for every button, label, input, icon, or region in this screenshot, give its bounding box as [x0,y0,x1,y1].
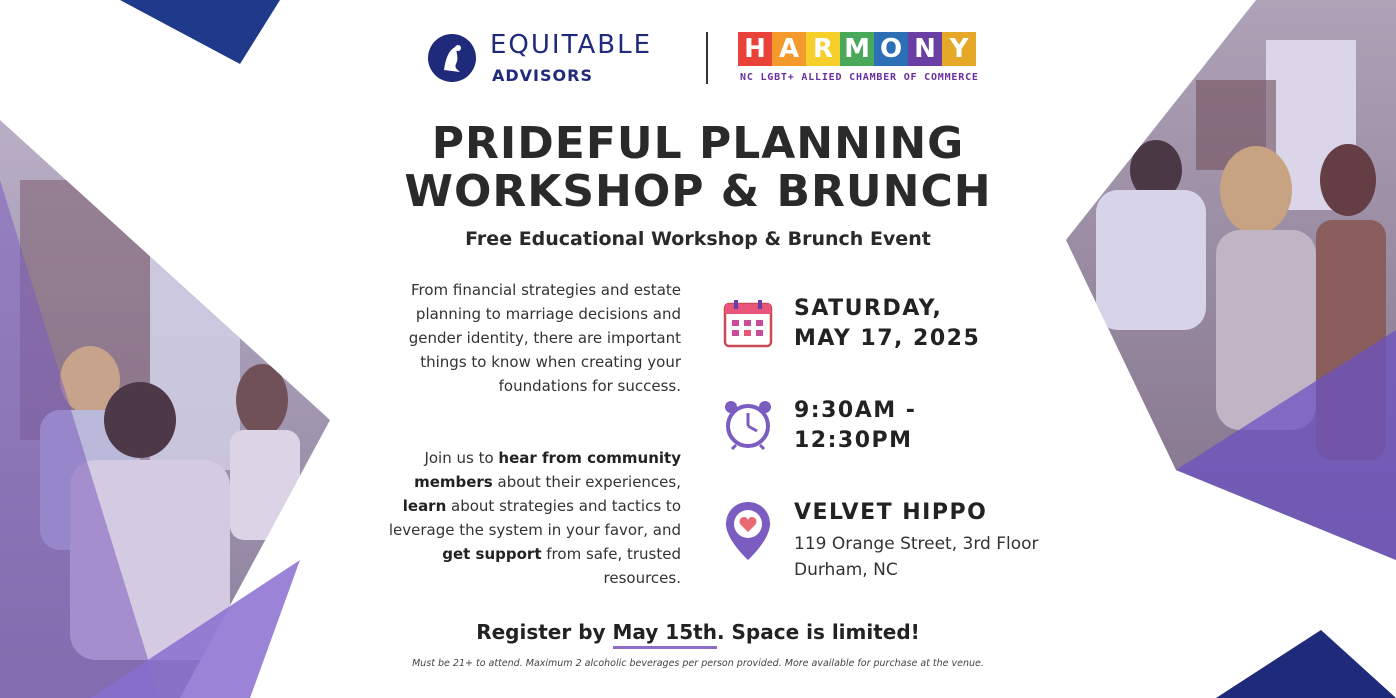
equitable-subtitle: ADVISORS [492,66,593,85]
harmony-letter-h: H [738,32,772,66]
harmony-letter-o: O [874,32,908,66]
harmony-letter-m: M [840,32,874,66]
equitable-title: EQUITABLE [490,30,652,60]
harmony-logo [738,32,976,68]
description-paragraph-2 [381,446,681,590]
event-subtitle: Free Educational Workshop & Brunch Event [465,228,931,250]
venue-address-line1: 119 Orange Street, 3rd Floor [794,534,1039,554]
harmony-letter-y: Y [942,32,976,66]
para2-text-g: from safe, trusted resources. [541,545,681,587]
harmony-subtitle: NC LGBT+ ALLIED CHAMBER OF COMMERCE [740,72,979,83]
event-title-line1: PRIDEFUL PLANNING [431,118,965,169]
equitable-logo-icon [428,34,476,82]
event-date-line2: MAY 17, 2025 [794,326,981,351]
venue-address-line2: Durham, NC [794,560,898,580]
location-pin-icon [722,500,774,562]
para2-bold-learn: learn [402,497,447,515]
para2-text-a: Join us to [424,449,499,467]
navy-triangle-top [120,0,280,64]
register-text-a: Register by [476,620,613,644]
description-paragraph-1: From financial strategies and estate planning to marriage decisions and gender identity, there are important things to know when creating your foundations for success. [408,281,681,395]
harmony-letter-a: A [772,32,806,66]
left-photo-collage [0,0,340,698]
register-notice [0,620,1396,644]
venue-name: VELVET HIPPO [794,500,988,525]
logo-divider [706,32,708,84]
para2-text-c: about their experiences, [492,473,681,491]
harmony-letter-n: N [908,32,942,66]
calendar-icon [722,298,774,350]
para2-bold-support: get support [442,545,542,563]
event-time-line2: 12:30PM [794,428,913,453]
register-deadline: May 15th [613,620,717,649]
para2-text-e: about strategies and tactics to leverage the system in your favor, and [388,497,681,539]
para2-bold-community: hear from community members [414,449,681,491]
register-text-b: . Space is limited! [716,620,920,644]
event-time-line1: 9:30AM - [794,398,917,423]
event-title-line2: WORKSHOP & BRUNCH [404,166,992,217]
harmony-letter-r: R [806,32,840,66]
event-date-line1: SATURDAY, [794,296,943,321]
right-photo-collage [1066,0,1396,698]
fine-print: Must be 21+ to attend. Maximum 2 alcoholic beverages per person provided. More available for purchase at the venue. [412,658,984,669]
alarm-clock-icon [722,398,774,450]
